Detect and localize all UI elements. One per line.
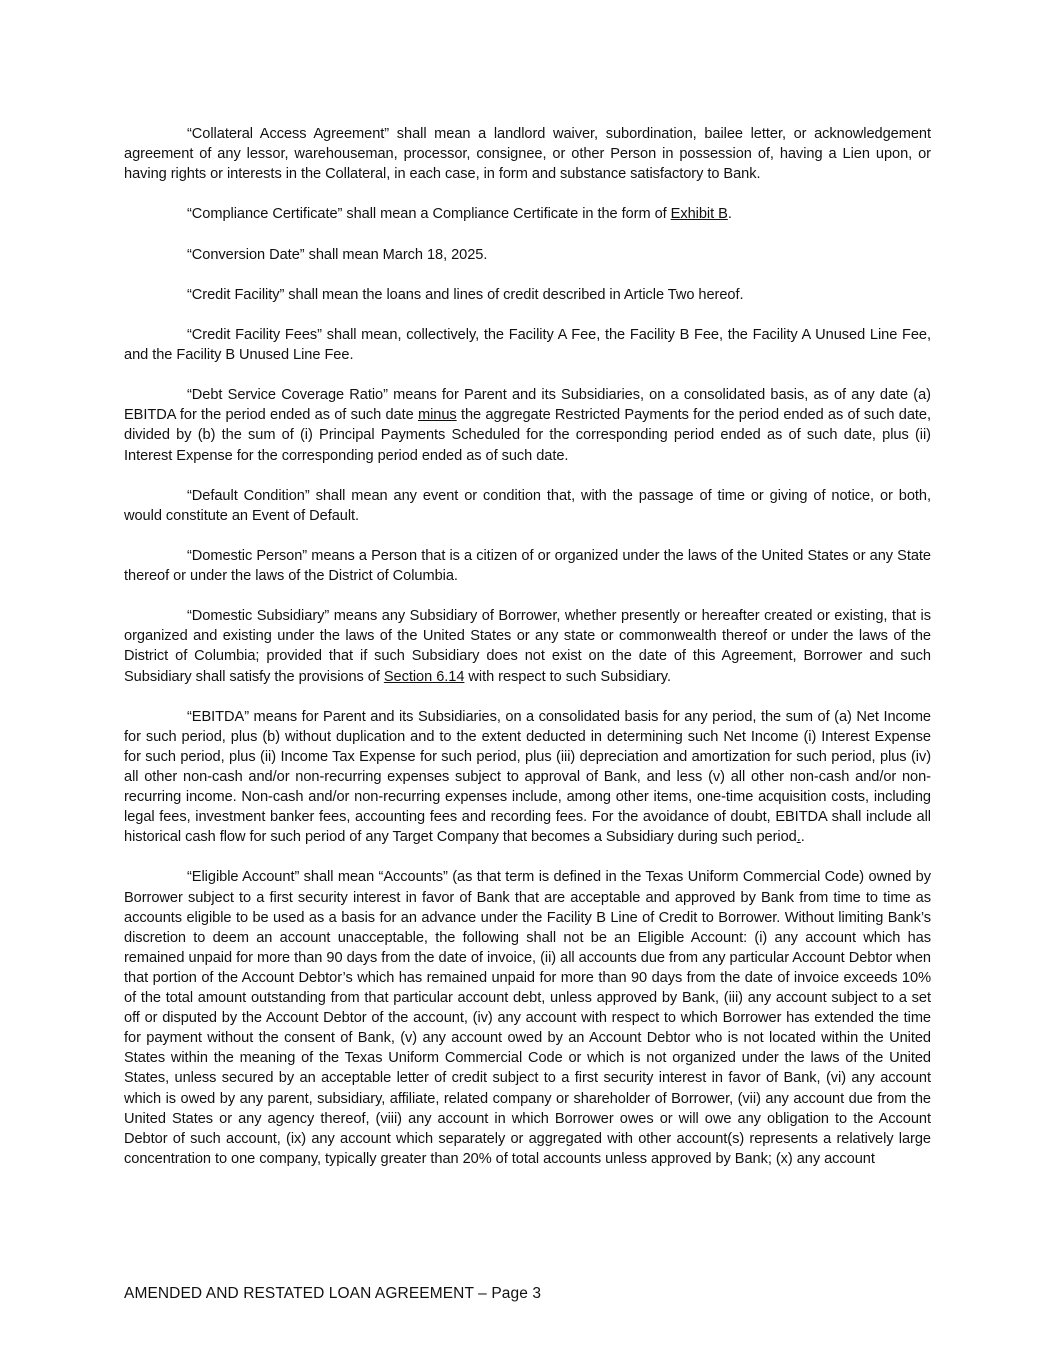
- definition-compliance-certificate: [124, 204, 931, 224]
- definition-text: .: [800, 829, 805, 846]
- definition-text: “Conversion Date” shall mean March 18, 2025.: [187, 246, 488, 263]
- footer-title: AMENDED AND RESTATED LOAN AGREEMENT: [124, 1285, 474, 1302]
- definition-text: “Debt Service Coverage Ratio” means for Parent and its Subsidiaries, on a consolidated basis, as of any date (a) EBITDA for the period ended as of such date: [124, 387, 931, 424]
- minus-emphasis: minus: [417, 407, 457, 424]
- definition-text: “Collateral Access Agreement” shall mean a landlord waiver, subordination, bailee letter, or acknowledgement agreement of any lessor, warehouseman, processor, consignee, or other Person in possession of, having a Lien upon, or having rights or interests in the Collateral, in each case, in form and substance satisfactory to Bank.: [124, 126, 931, 183]
- footer-separator: –: [478, 1285, 487, 1302]
- definition-credit-facility: [124, 285, 931, 305]
- definition-text: “EBITDA” means for Parent and its Subsidiaries, on a consolidated basis for any period, the sum of (a) Net Income for such period, plus (b) without duplication and to the extent deducted in determining such Net Income (i) Interest Expense for such period, plus (ii) Income Tax Expense for such period, plus (iii) depreciation and amortization for such period, plus (iv) all other non-cash and/or non-recurring expenses subject to approval of Bank, and less (v) all other non-cash and/or non-recurring income. Non-cash and/or non-recurring expenses include, among other items, one-time acquisition costs, including legal fees, investment banker fees, accounting fees and recording fees. For the avoidance of doubt, EBITDA shall include all historical cash flow for such period of any Target Company that becomes a Subsidiary during such period: [124, 708, 931, 846]
- definition-text: “Domestic Person” means a Person that is a citizen of or organized under the laws of the United States or any State thereof or under the laws of the District of Columbia.: [124, 547, 931, 585]
- definition-domestic-subsidiary: [124, 606, 931, 686]
- definition-domestic-person: [124, 546, 931, 586]
- definition-text: “Compliance Certificate” shall mean a Compliance Certificate in the form of: [187, 206, 671, 223]
- document-body: [124, 124, 931, 1189]
- section-reference: Section 6.14: [383, 668, 465, 685]
- definition-text: the aggregate Restricted Payments for the period ended as of such date, divided by (b) the sum of (i) Principal Payments Scheduled for the corresponding period ended as of such date, plus (ii) Interest Expense for the corresponding period ended as of such date.: [124, 407, 931, 464]
- definition-credit-facility-fees: [124, 325, 931, 365]
- definition-default-condition: [124, 486, 931, 526]
- definition-conversion-date: [124, 245, 931, 265]
- definition-eligible-account: [124, 867, 931, 1168]
- definition-text: “Credit Facility Fees” shall mean, collectively, the Facility A Fee, the Facility B Fee, the Facility A Unused Line Fee, and the Facility B Unused Line Fee.: [124, 326, 931, 364]
- exhibit-b-reference: Exhibit B: [670, 206, 728, 223]
- definition-text: “Eligible Account” shall mean “Accounts” (as that term is defined in the Texas Uniform Commercial Code) owned by Borrower subject to a first security interest in favor of Bank that are acceptable and approved by Bank from time to time as accounts eligible to be used as a basis for an advance under the Facility B Line of Credit to Borrower. Without limiting Bank’s discretion to deem an account unacceptable, the following shall not be an Eligible Account: (i) any account which has remained unpaid for more than 90 days from the date of invoice, (ii) all accounts due from any particular Account Debtor when that portion of the Account Debtor’s which has remained unpaid for more than 90 days from the date of invoice exceeds 10% of the total amount outstanding from that particular account debt, unless approved by Bank, (iii) any account subject to a set off or disputed by the Account Debtor of the account, (iv) any account with respect to which Borrower has extended the time for payment without the consent of Bank, (v) any account owed by an Account Debtor who is not located within the United States within the meaning of the Texas Uniform Commercial Code or which is not organized under the laws of the United States, unless secured by an acceptable letter of credit subject to a first security interest in favor of Bank, (vi) any account which is owed by any parent, subsidiary, affiliate, related company or shareholder of Borrower, (vii) any account due from the United States or any agency thereof, (viii) any account in which Borrower owes or will owe any obligation to the Account Debtor of such account, (ix) any account which separately or aggregated with other account(s) represents a relatively large concentration to one company, typically greater than 20% of total accounts unless approved by Bank; (x) any account: [124, 869, 931, 1167]
- definition-text: “Default Condition” shall mean any event or condition that, with the passage of time or giving of notice, or both, would constitute an Event of Default.: [124, 487, 931, 524]
- underlined-period: .: [796, 829, 801, 846]
- definition-text: “Credit Facility” shall mean the loans and lines of credit described in Article Two hereof.: [187, 286, 744, 303]
- definition-text: .: [727, 206, 732, 223]
- definition-debt-service-coverage-ratio: [124, 385, 931, 465]
- definition-text: “Domestic Subsidiary” means any Subsidiary of Borrower, whether presently or hereafter created or existing, that is organized and existing under the laws of the United States or any state or commonwealth thereof or under the laws of the District of Columbia; provided that if such Subsidiary does not exist on the date of this Agreement, Borrower and such Subsidiary shall satisfy the provisions of: [124, 608, 931, 685]
- footer-page-number: Page 3: [491, 1285, 542, 1302]
- definition-ebitda: [124, 707, 931, 848]
- definition-collateral-access-agreement: [124, 124, 931, 184]
- definition-text: with respect to such Subsidiary.: [464, 668, 671, 685]
- page-footer: [124, 1284, 541, 1304]
